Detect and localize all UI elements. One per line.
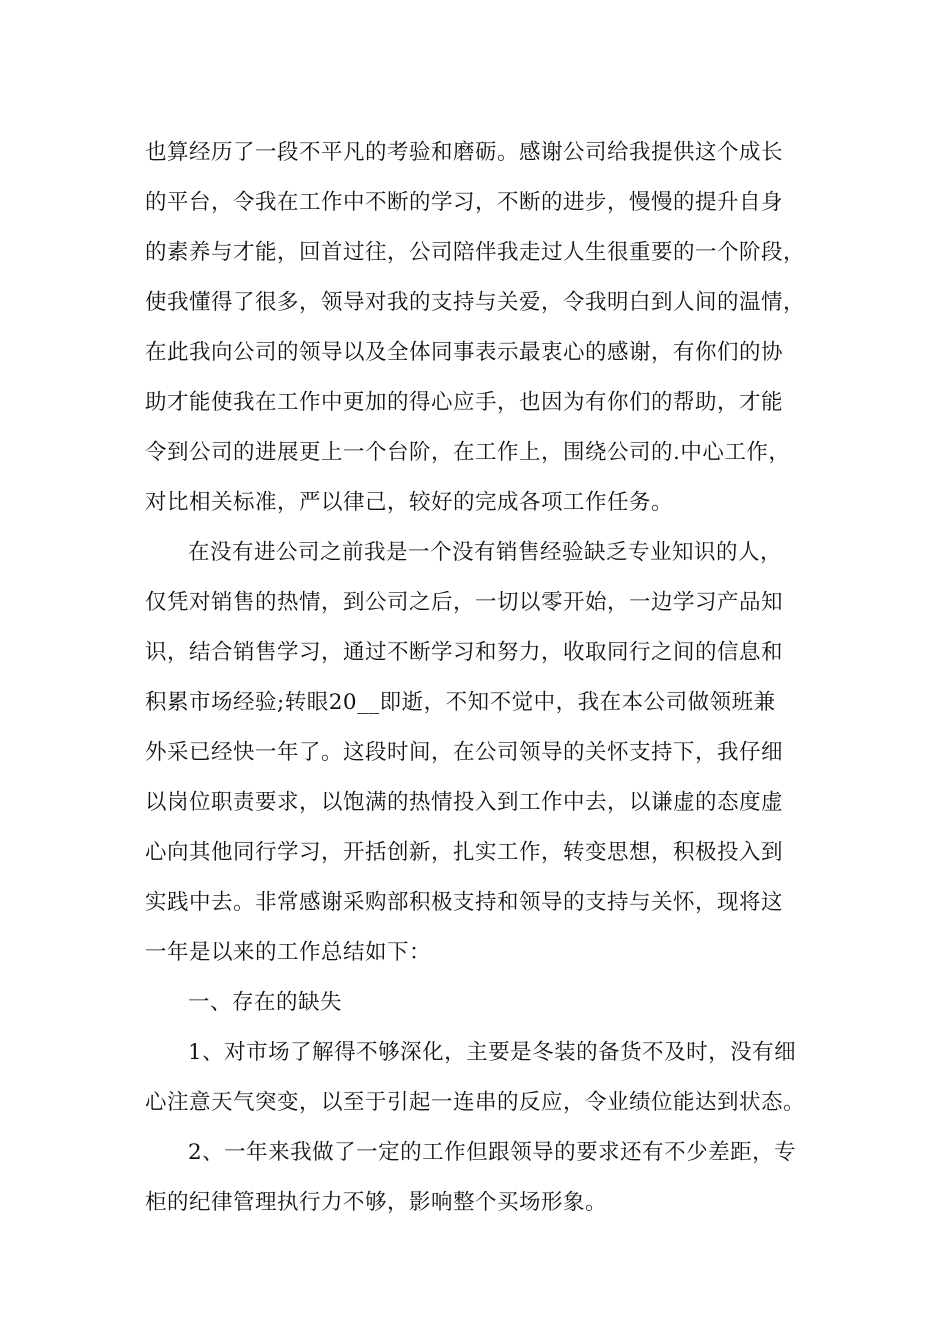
text-line: 外采已经快一年了。这段时间，在公司领导的关怀支持下，我仔细 [145,740,784,765]
document-body [145,128,810,1228]
text-line: 识，结合销售学习，通过不断学习和努力，收取同行之间的信息和 [145,640,784,665]
text-line: 对比相关标准，严以律己，较好的完成各项工作任务。 [145,490,674,515]
text-line: 一年是以来的工作总结如下： [145,940,432,965]
paragraph-item-1 [145,1028,810,1128]
paragraph-1 [145,128,810,528]
text-line: 心向其他同行学习，开括创新，扎实工作，转变思想，积极投入到 [145,840,784,865]
text-line: 心注意天气突变，以至于引起一连串的反应，令业绩位能达到状态。 [145,1090,806,1115]
text-line: 积累市场经验;转眼20__即逝，不知不觉中，我在本公司做领班兼 [145,690,776,715]
section-heading [145,978,810,1028]
text-line: 的平台，令我在工作中不断的学习，不断的进步，慢慢的提升自身 [145,190,784,215]
text-line: 的素养与才能，回首过往，公司陪伴我走过人生很重要的一个阶段， [145,240,806,265]
text-line: 柜的纪律管理执行力不够，影响整个买场形象。 [145,1190,608,1215]
text-line: 2、一年来我做了一定的工作但跟领导的要求还有不少差距，专 [188,1140,797,1165]
text-line: 助才能使我在工作中更加的得心应手，也因为有你们的帮助，才能 [145,390,784,415]
text-line: 在此我向公司的领导以及全体同事表示最衷心的感谢，有你们的协 [145,340,784,365]
text-line: 使我懂得了很多，领导对我的支持与关爱，令我明白到人间的温情， [145,290,806,315]
text-line: 实践中去。非常感谢采购部积极支持和领导的支持与关怀，现将这 [145,890,784,915]
text-line: 也算经历了一段不平凡的考验和磨砺。感谢公司给我提供这个成长 [145,140,784,165]
paragraph-2 [145,528,810,978]
text-line: 令到公司的进展更上一个台阶，在工作上，围绕公司的.中心工作， [145,440,791,465]
text-line: 以岗位职责要求，以饱满的热情投入到工作中去，以谦虚的态度虚 [145,790,784,815]
text-line: 1、对市场了解得不够深化，主要是冬装的备货不及时，没有细 [188,1040,797,1065]
text-line: 在没有进公司之前我是一个没有销售经验缺乏专业知识的人， [188,540,783,565]
heading-line: 一、存在的缺失 [188,990,343,1015]
paragraph-item-2 [145,1128,810,1228]
text-line: 仅凭对销售的热情，到公司之后，一切以零开始，一边学习产品知 [145,590,784,615]
